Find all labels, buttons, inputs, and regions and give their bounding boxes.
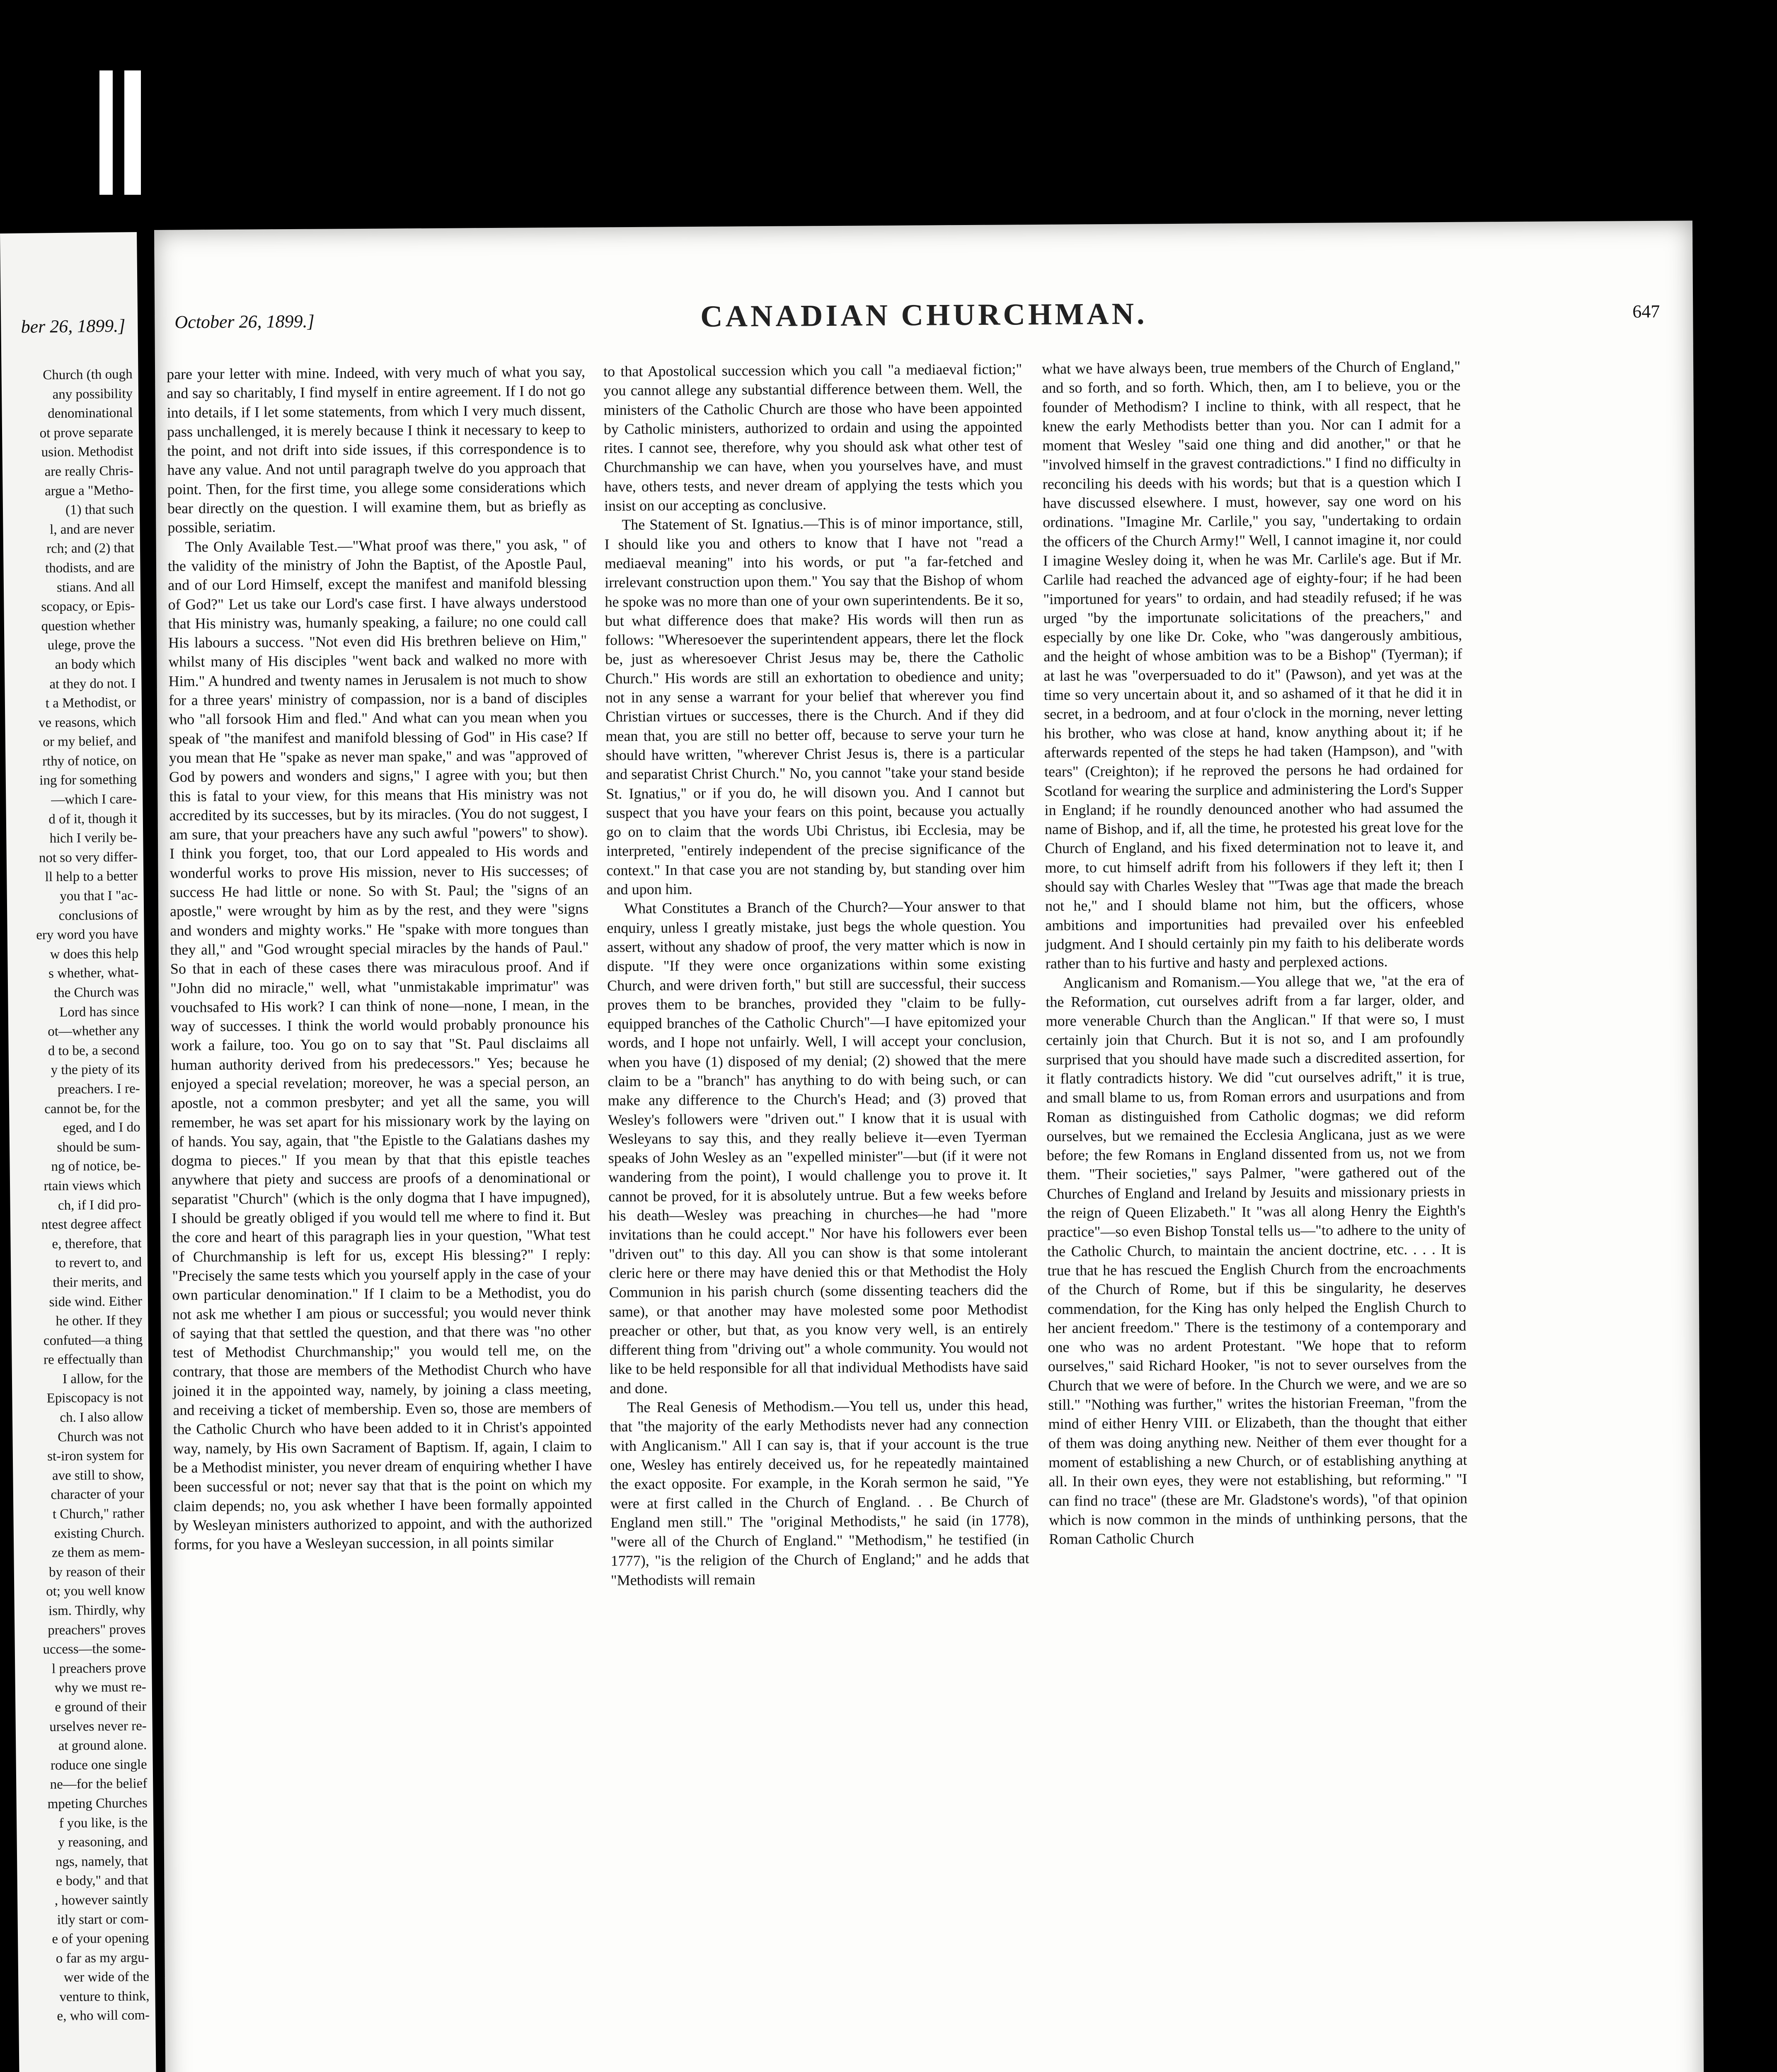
- article-paragraph: Anglicanism and Romanism.—You allege that we, "at the era of the Reformation, cut ourselves adrift from a far larger, older, and more venerable Church than the Anglican." If that were so, I must certainly join that Church. But it is not so, and I am profoundly surprised that you should have made such a discredited assertion, for it flatly contradicts history. We did "cut ourselves adrift," it is true, and small blame to us, from Roman errors and usurpations and from Roman as distinguished from Catholic dogmas; we did reform ourselves, but we remained the Ecclesia Anglicana, just as we were before; the few Romans in England dissented from us, not we from them. "Their societies," says Palmer, "were gathered out of the Churches of England and Ireland by Jesuits and missionary priests in the reign of Queen Elizabeth." It "was all along Henry the Eighth's practice"—so even Bishop Tonstal tells us—"to adhere to the unity of the Catholic Church, to maintain the ancient doctrine, etc. . . . It is true that he has rescued the English Church from the encroachments of the Church of Rome, but if this be singularity, he deserves commendation, for the King has only helped the English Church to her ancient freedom." There is the testimony of a contemporary and one who was no ardent Protestant. "We hope that to reform ourselves," said Richard Hooker, "is not to sever ourselves from the Church that we were of before. In the Church we were, and we are so still." "Nothing was further," writes the historian Freeman, "from the mind of either Henry VIII. or Elizabeth, than the thought that either of them was doing anything new. Neither of them ever thought for a moment of establishing a new Church, or of establishing anything at all. In their own eyes, they were not establishing, but reforming." "I can find no trace" (these are Mr. Gladstone's words), "of that opinion which is now common in the minds of unthinking persons, that the Roman Catholic Church: [1046, 972, 1468, 1547]
- facing-page-line: ng of notice, be-: [51, 1158, 141, 1174]
- facing-page-line: cannot be, for the: [44, 1100, 140, 1117]
- facing-page-line: Church was not: [58, 1428, 144, 1445]
- facing-page-line: question whether: [41, 617, 136, 634]
- facing-page-line: ery word you have: [36, 927, 138, 943]
- facing-page-line: (1) that such: [65, 502, 134, 518]
- facing-page-line: ntest degree affect: [41, 1216, 142, 1232]
- facing-page-line: rch; and (2) that: [46, 540, 135, 557]
- facing-page-line: , however saintly: [54, 1892, 149, 1908]
- film-mark: [99, 70, 113, 195]
- facing-page-line: e, who will com-: [57, 2008, 150, 2024]
- facing-page-line: Episcopacy is not: [46, 1390, 143, 1406]
- facing-page-line: y the piety of its: [51, 1062, 140, 1078]
- facing-page-line: I allow, for the: [62, 1370, 143, 1387]
- facing-page-line: preachers" proves: [48, 1622, 146, 1638]
- facing-page-line: d to be, a second: [48, 1042, 140, 1059]
- facing-page-line: st-iron system for: [47, 1448, 144, 1464]
- facing-page-line: not so very differ-: [39, 849, 138, 866]
- facing-page-line: l preachers prove: [51, 1660, 146, 1677]
- facing-page-line: t a Methodist, or: [45, 695, 136, 711]
- facing-page-line: —which I care-: [51, 792, 137, 808]
- facing-page-line: re effectually than: [43, 1351, 143, 1368]
- facing-page-line: at ground alone.: [58, 1738, 147, 1754]
- facing-page-line: denominational: [48, 405, 133, 421]
- facing-page-line: preachers. I re-: [57, 1081, 140, 1097]
- facing-page-line: scopacy, or Epis-: [41, 598, 135, 615]
- facing-page-line: rthy of notice, on: [42, 753, 137, 769]
- facing-page-line: e, therefore, that: [52, 1235, 142, 1251]
- facing-page-line: mpeting Churches: [47, 1795, 148, 1812]
- facing-page-line: rtain views which: [44, 1177, 141, 1194]
- facing-page-line: side wind. Either: [49, 1293, 143, 1310]
- facing-page-line: any possibility: [52, 386, 133, 402]
- facing-page-line: ism. Thirdly, why: [48, 1602, 146, 1619]
- masthead-title: CANADIAN CHURCHMAN.: [700, 297, 1148, 334]
- article-column-2: [603, 359, 1029, 1590]
- facing-page-line: ot; you well know: [46, 1583, 145, 1599]
- facing-page-line: ot—whether any: [48, 1023, 140, 1039]
- facing-page-fragment: [0, 232, 159, 2072]
- facing-page-line: thodists, and are: [45, 560, 135, 576]
- facing-page-line: ch. I also allow: [60, 1409, 144, 1426]
- page-header: [155, 293, 1693, 336]
- facing-page-line: uccess—the some-: [43, 1641, 146, 1657]
- facing-page-line: conclusions of: [58, 907, 138, 923]
- facing-page-line: y reasoning, and: [58, 1834, 148, 1850]
- article-paragraph: What Constitutes a Branch of the Church?—Your answer to that enquiry, unless I greatly mistake, just begs the whole question. You assert, without any shadow of proof, the very matter which is now in dispute. "If they were once organizations within some existing Church, and were driven forth," but still are successful, their success proves them to be branches, provided they "claim to be fully-equipped branches of the Catholic Church"—I have epitomized your words, and I hope not unfairly. Well, I will accept your conclusion, when you have (1) disposed of my denial; (2) showed that the mere claim to be a "branch" has anything to do with being such, or can make any difference to the Church's Head; and (3) proved that Wesley's followers were "driven out." I know that it is usual with Wesleyans to say this, and they really believe it—even Tyerman speaks of John Wesley as an "expelled minister"—but (if it were not wandering from the point), I would challenge you to prove it. It cannot be proved, for it is absolutely untrue. But a few weeks before his death—Wesley was preaching in churches—he had "more invitations than he could accept." Nor have his followers ever been "driven out" to this day. All you can show is that some intolerant cleric here or there may have denied this or that Methodist the Holy Communion in his parish church (some dissenting teachers did the same), or that another may have molested some poor Methodist preacher or other, but that, as you know very well, is an entirely different thing from "driving out" a whole community. You would not like to be held responsible for all that individual Methodists have said and done.: [607, 898, 1028, 1397]
- facing-page-line: s whether, what-: [48, 965, 139, 981]
- facing-page-line: hich I verily be-: [49, 830, 138, 846]
- facing-page-line: venture to think,: [59, 1988, 150, 2005]
- article-paragraph: The Statement of St. Ignatius.—This is of minor importance, still, I should like you and others to know that I have not "read a mediaeval meaning" into his words, or put "a far-fetched and irrelevant construction upon them." You say that the Bishop of whom he spoke was no more than one of your own superintendents. Be it so, but what difference does that make? His words will then run as follows: "Wheresoever the superintendent appears, there let the flock be, just as wheresoever Christ Jesus may be, there the Catholic Church." His words are still an exhortation to obedience and unity; not in any sense a warrant for your belief that wherever you find Christian virtues or successes, there is the Church. And if they did mean that, you are still no better off, because to serve your turn he should have written, "wherever Christ Jesus is, there is a particular and separatist Christ Church." No, you cannot "take your stand beside St. Ignatius," or if you do, he will disown you. And I cannot but suspect that you have your fears on this point, because you actually go on to claim that the words Ubi Christus, ibi Ecclesia, may be interpreted, "entirely independent of the precise significance of the context." In that case you are not standing by, but standing over him and upon him.: [604, 514, 1025, 898]
- facing-page-line: Church (th ough: [43, 367, 133, 383]
- facing-page-line: the Church was: [53, 985, 139, 1001]
- facing-page-line: an body which: [55, 656, 136, 673]
- facing-page-line: o far as my argu-: [56, 1950, 149, 1966]
- facing-page-line: e body," and that: [56, 1873, 148, 1889]
- issue-date: October 26, 1899.]: [174, 311, 315, 332]
- facing-page-line: eged, and I do: [63, 1120, 140, 1136]
- facing-page-line: by reason of their: [48, 1564, 145, 1580]
- facing-page-line: ing for something: [39, 772, 137, 788]
- newspaper-page: [154, 220, 1705, 2072]
- article-paragraph: The Real Genesis of Methodism.—You tell us, under this head, that "the majority of the early Methodists never had any connection with Anglicanism." All I can say is, that if your account is the true one, Wesley has entirely deceived us, for he repeatedly maintained the exact opposite. For example, in the Korah sermon he said, "Ye were at first called in the Church of England. . . Be Church of England men still." The "original Methodists," he said (in 1778), "were all of the Church of England." "Methodism," he testified (in 1777), "is the religion of the Church of England;" and he adds that "Methodists will remain: [610, 1397, 1029, 1589]
- facing-page-line: ch, if I did pro-: [58, 1197, 141, 1213]
- film-mark: [124, 70, 141, 195]
- article-column-1: [167, 362, 593, 1554]
- facing-page-line: to revert to, and: [55, 1255, 142, 1271]
- facing-page-line: ulege, prove the: [47, 637, 136, 653]
- facing-page-line: urselves never re-: [49, 1718, 147, 1734]
- facing-page-line: confuted—a thing: [43, 1332, 143, 1348]
- facing-page-line: d of it, though it: [48, 811, 138, 827]
- facing-page-line: ngs, namely, that: [55, 1853, 148, 1869]
- facing-page-line: ot prove separate: [39, 424, 133, 441]
- facing-page-line: ne—for the belief: [50, 1776, 148, 1792]
- facing-page-line: argue a "Metho-: [44, 482, 134, 499]
- facing-page-line: w does this help: [50, 946, 139, 962]
- facing-page-line: why we must re-: [54, 1680, 146, 1696]
- facing-page-line: Lord has since: [59, 1004, 139, 1020]
- facing-page-line: ve reasons, which: [38, 714, 136, 731]
- facing-page-line: roduce one single: [50, 1757, 147, 1773]
- facing-page-line: ze them as mem-: [51, 1544, 145, 1561]
- facing-page-line: wer wide of the: [63, 1969, 150, 1985]
- facing-page-line: stians. And all: [56, 579, 135, 595]
- facing-page-line: he other. If they: [56, 1313, 143, 1329]
- facing-page-line: t Church," rather: [52, 1506, 145, 1522]
- facing-page-line: itly start or com-: [57, 1911, 149, 1927]
- article-paragraph: what we have always been, true members of the Church of England," and so forth, and so forth. Which, then, am I to believe, you or the founder of Methodism? I incline to think, with all respect, that he knew the early Methodists better than you. Nor can I admit for a moment that Wesley "said one thing and did another," or that he "involved himself in the gravest contradictions." I find no difficulty in reconciling his deeds with his words; but that is a question which I have discussed elsewhere. I must, however, say one word on his ordinations. "Imagine Mr. Carlile," you say, "undertaking to ordain the officers of the Church Army!" Well, I cannot imagine it, nor could I imagine Wesley doing it, when he was Mr. Carlile's age. But if Mr. Carlile had reached the advanced age of eighty-four; if he had been "importuned for years" to ordain, and had steadily refused; if he was urged "by the importunate solicitations of the preachers," and especially by one like Dr. Coke, who "was dangerously ambitious, and the height of whose ambition was to be a Bishop" (Tyerman); if at last he was "overpersuaded to do it" (Pawson), and yet was at the time so very uncertain about it, and so ashamed of it that he did it in secret, in a bedroom, and at four o'clock in the morning, never letting his brother, who was close at hand, know anything about it; if he afterwards repented of the steps he had taken (Hampson), and "with tears" (Creighton); if he reproved the persons he had ordained for Scotland for wearing the surplice and administering the Lord's Supper in England; if he roundly denounced another who had assumed the name of Bishop, and if, all the time, he protested his great love for the Church of England, and his fixed determination not to leave it, and more, to cut himself adrift from his followers if they left it; then I should say with Charles Wesley that "'Twas age that made the breach not he," and I should blame not him, but the officers, whose ambitions and importunities had prevailed over his enfeebled judgment. And I should certainly pin my faith to his deliberate words rather than to his furtive and hasty and perplexed actions.: [1041, 358, 1464, 972]
- facing-page-line: ave still to show,: [52, 1467, 144, 1484]
- facing-page-header: ber 26, 1899.]: [21, 315, 126, 337]
- article-paragraph: to that Apostolical succession which you call "a mediaeval fiction;" you cannot allege any substantial difference between them. Well, the ministers of the Catholic Church are those who have been appointed by Catholic ministers, authorized to ordain and using the appointed rites. I cannot see, therefore, why you should ask what other test of Churchmanship we can have, when you yourselves have, and must have, others tests, and never dream of applying the tests which you insist on our accepting as conclusive.: [603, 361, 1023, 514]
- facing-page-line: f you like, is the: [59, 1815, 148, 1831]
- facing-page-line: character of your: [51, 1486, 145, 1503]
- facing-page-line: are really Chris-: [44, 463, 134, 479]
- facing-page-line: should be sum-: [57, 1139, 141, 1155]
- facing-page-line: usion. Methodist: [41, 444, 133, 460]
- facing-page-line: e ground of their: [55, 1699, 147, 1715]
- facing-page-line: ll help to a better: [45, 869, 138, 885]
- facing-page-line: or my belief, and: [43, 733, 137, 750]
- article-column-3: [1042, 357, 1468, 1549]
- facing-page-line: you that I "ac-: [60, 888, 138, 904]
- facing-page-line: l, and are never: [49, 521, 134, 537]
- article-paragraph: The Only Available Test.—"What proof was there," you ask, " of the validity of the ministry of John the Baptist, of the Apostle Paul, and of our Lord Himself, except the manifest and manifold blessing of God?" Let us take our Lord's case first. I have always understood that His ministry was, humanly speaking, a failure; no one could call His labours a success. "Not even did His brethren believe on Him," whilst many of His disciples "went back and walked no more with Him." A hundred and twenty names in Jerusalem is not much to show for a three years' ministry of compassion, nor is a band of disciples who "all forsook Him and fled." And what can you mean when you speak of "the manifest and manifold blessing of God" in His case? If you mean that He "spake as never man spake," and was "approved of God by powers and wonders and signs," I agree with you; but then this is fatal to your view, for this means that His ministry was not accredited by its successes, but by its miracles. (You do not suggest, I am sure, that your preachers have any such awful "powers" to show). I think you forget, too, that our Lord appealed to His words and wonderful works to prove His mission, never to His successes; of success He had little or none. So with St. Paul; the "signs of an apostle," were wrought by him as by the rest, and they were "signs and wonders and mighty works." He "spake with more tongues than they all," and "God wrought special miracles by the hands of Paul." So that in each of these cases there was miraculous proof. And if "John did no miracle," well, what "unmistakable imprimatur" was vouchsafed to His work? I can think of none—none, I mean, in the way of successes. I think the world would probably pronounce his work a failure, too. You go on to say that "St. Paul disclaims all human authority derived from his predecessors." Yes; because he enjoyed a special revelation; moreover, he was a special person, an apostle, not a common presbyter; and yet all the same, you will remember, he was set apart for his missionary work by the laying on of hands. You say, again, that "the Epistle to the Galatians dashes my dogma to pieces." If you mean by that that this epistle teaches anywhere that piety and success are proofs of a denominational or separatist "Church" (which is the only dogma that I have impugned), I should be greatly obliged if you would tell me where to find it. But the core and heart of this paragraph lies in your question, "What test of Churchmanship is left for us, except His blessing?" I reply: "Precisely the same tests which you yourself apply in the case of your own particular denomination." If I claim to be a Methodist, you do not ask me whether I am pious or successful; you would never think of saying that that settled the question, and that there was "no other test of Methodist Churchmanship;" you would tell me, on the contrary, that those are members of the Methodist Church who have joined it in the appointed way, namely, by joining a class meeting, and receiving a ticket of membership. Even so, those are members of the Catholic Church who have been added to it in Christ's appointed way, namely, by His own Sacrament of Baptism. If, again, I claim to be a Methodist minister, you never dream of enquiring whether I have been successful or not; never say that that is the point on which my claim depends; no, you ask whether I have been formally appointed by Wesleyan ministers authorized to appoint, and with the authorized forms, for you have a Wesleyan succession, in all points similar: [167, 536, 593, 1553]
- page-number: 647: [1632, 301, 1660, 322]
- facing-page-line: their merits, and: [52, 1274, 142, 1290]
- facing-page-line: e of your opening: [52, 1931, 149, 1947]
- facing-page-line: existing Church.: [54, 1525, 145, 1541]
- facing-page-line: at they do not. I: [49, 675, 136, 692]
- article-paragraph: pare your letter with mine. Indeed, with very much of what you say, and say so charitably, I find myself in entire agreement. If I do not go into details, if I let some statements, from which I very much dissent, pass unchallenged, it is merely because I think it necessary to keep to the point, and not drift into side issues, if this correspondence is to have any value. And not until paragraph twelve do you approach that point. Then, for the first time, you allege some considerations which bear directly on the question. I will examine them, but as briefly as possible, seriatim.: [167, 363, 586, 536]
- facing-page-text: [1, 365, 150, 2026]
